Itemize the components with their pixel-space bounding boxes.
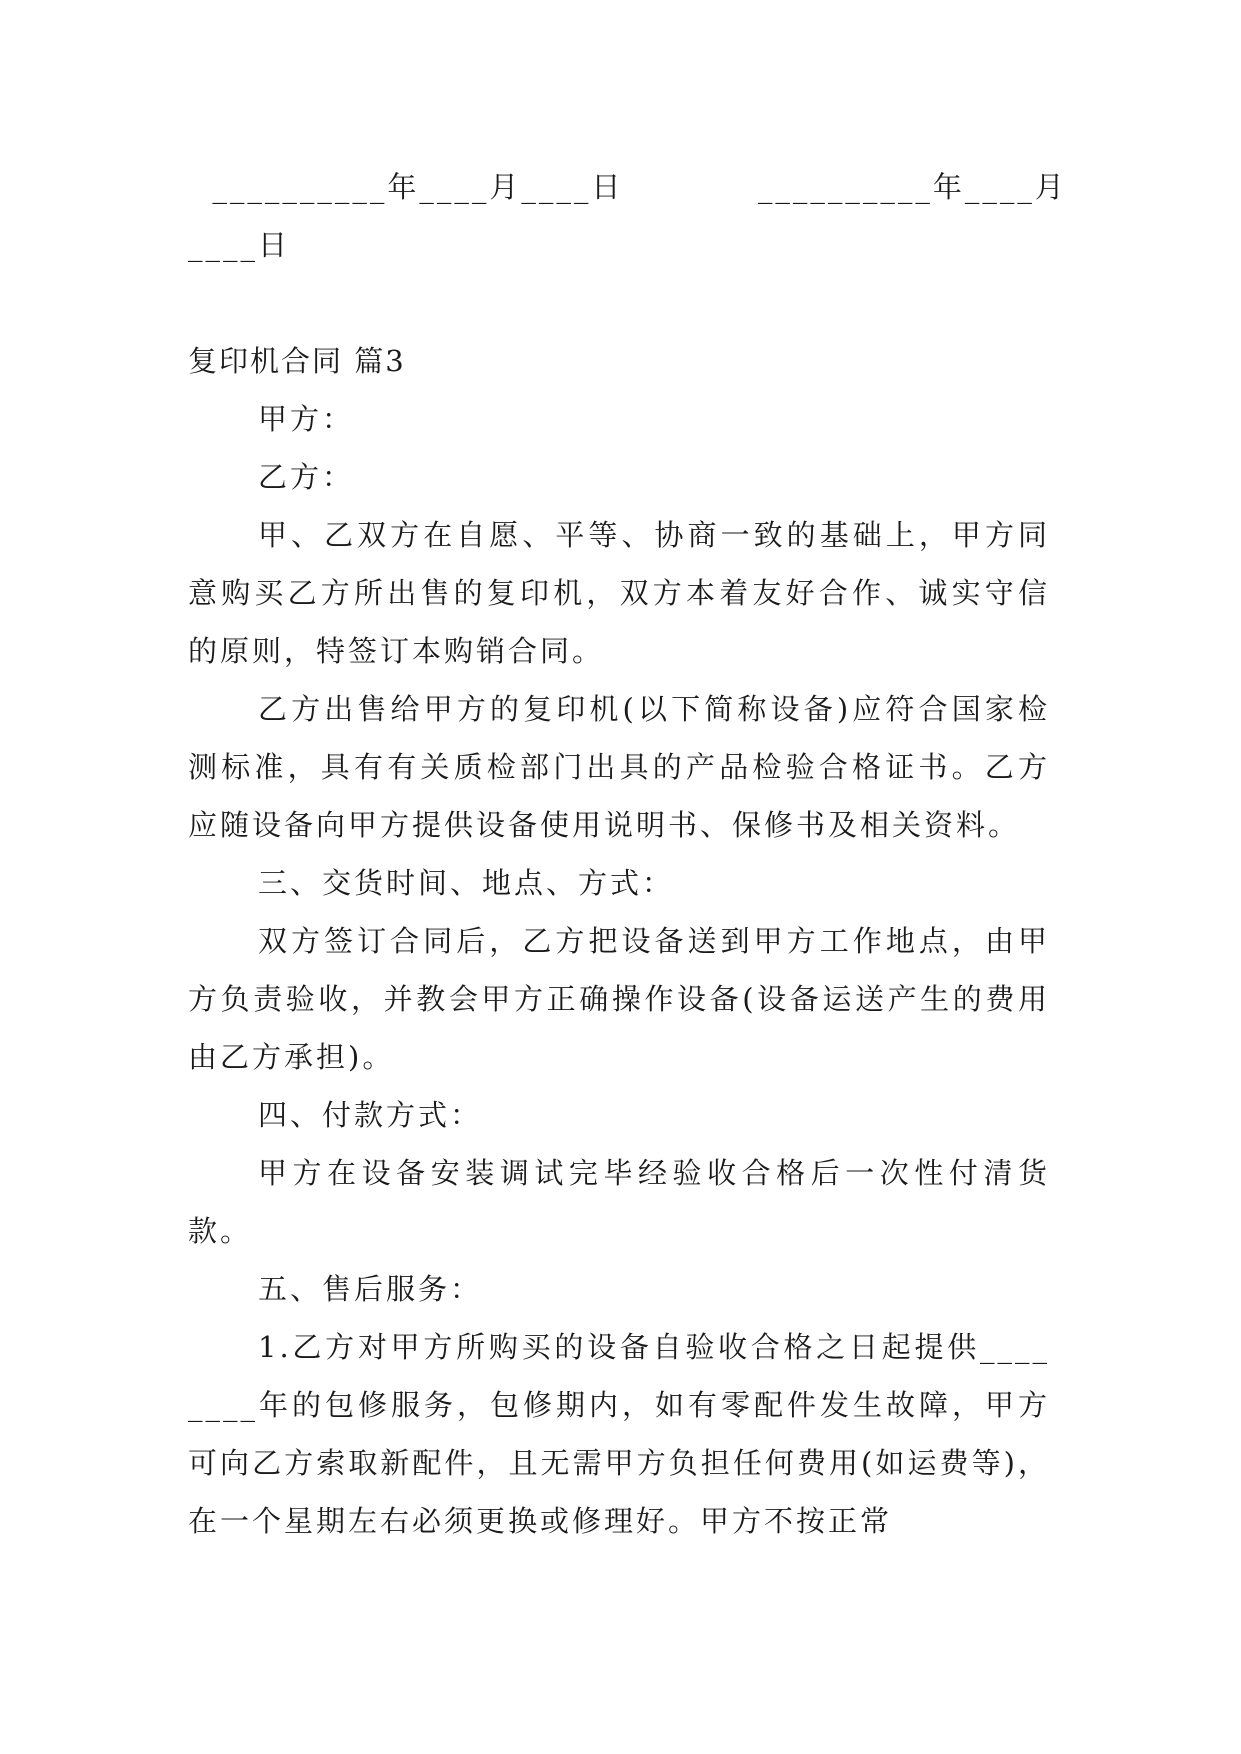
heading-after-sales: 五、售后服务：: [258, 1272, 483, 1306]
paragraph-product-standard: 乙方出售给甲方的复印机(以下简称设备)应符合国家检测标准，具有有关质检部门出具的产品检验合格证书。乙方应随设备向甲方提供设备使用说明书、保修书及相关资料。: [188, 692, 1050, 842]
spacer: [188, 274, 1050, 332]
signature-date-line: __________年____月____日 __________年____月: [188, 170, 1067, 204]
paragraph-delivery: 双方签订合同后，乙方把设备送到甲方工作地点，由甲方负责验收，并教会甲方正确操作设备(设备运送产生的费用由乙方承担)。: [188, 924, 1050, 1074]
party-b-label: 乙方：: [258, 460, 355, 494]
heading-payment: 四、付款方式：: [258, 1098, 483, 1132]
paragraph-intro: 甲、乙双方在自愿、平等、协商一致的基础上，甲方同意购买乙方所出售的复印机，双方本着友好合作、诚实守信的原则，特签订本购销合同。: [188, 518, 1050, 668]
paragraph-payment: 甲方在设备安装调试完毕经验收合格后一次性付清货款。: [188, 1156, 1050, 1248]
signature-date-line-continued: ____日: [188, 228, 291, 262]
party-a-label: 甲方：: [258, 402, 355, 436]
paragraph-warranty: 1.乙方对甲方所购买的设备自验收合格之日起提供________年的包修服务，包修期内，如有零配件发生故障，甲方可向乙方索取新配件，且无需甲方负担任何费用(如运费等)，在一个星期左右必须更换或修理好。甲方不按正常: [188, 1330, 1050, 1538]
heading-delivery: 三、交货时间、地点、方式：: [258, 866, 675, 900]
section-title: 复印机合同 篇3: [188, 344, 406, 378]
document-body: [188, 158, 1067, 1550]
